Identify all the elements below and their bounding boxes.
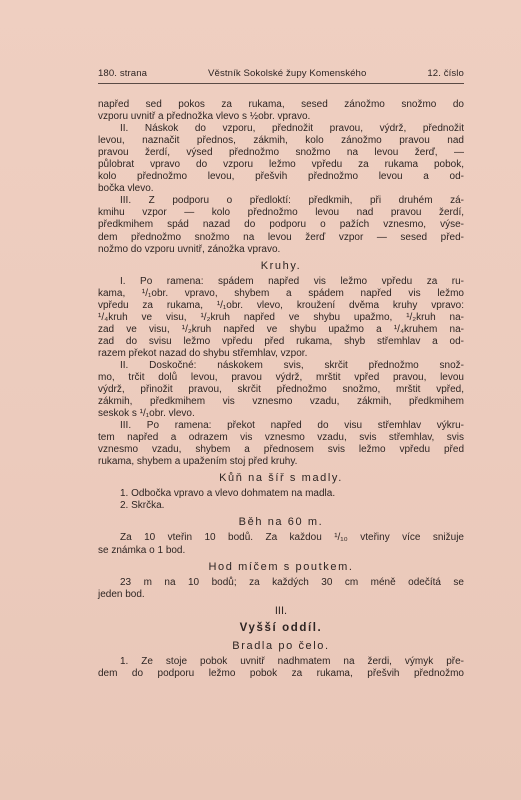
text-line: tem napřed a odrazem vis vznesmo vzadu, svis střemhlav, svis xyxy=(98,432,464,444)
text-line: seskok s ¹/₁obr. vlevo. xyxy=(98,408,195,420)
text-line: vpředu za rukama, ¹/₁obr. vlevo, kroužení dvěma kruhy vpravo: xyxy=(98,299,464,311)
page-number: 180. strana xyxy=(98,68,148,79)
section-heading-bradla: Bradla po čelo. xyxy=(232,639,330,652)
section-heading-beh: Běh na 60 m. xyxy=(238,516,324,529)
text-line: se známka o 1 bod. xyxy=(98,544,186,556)
text-line: razem překot nazad do shybu střemhlav, vzpor. xyxy=(98,347,308,359)
text-line: zad ve visu, ¹/₂kruh napřed ve shybu upažmo a ¹/₄kruhem na- xyxy=(98,323,464,335)
list-item: 1. Odbočka vpravo a vlevo dohmatem na madla. xyxy=(120,488,336,500)
page-body xyxy=(98,99,464,680)
text-line: kmihu vzpor — kolo přednožmo levou nad pravou žerdí, xyxy=(98,207,464,219)
text-line: nožmo do vzporu uvnitř, zánožka vpravo. xyxy=(98,243,281,255)
text-line: mo, trčit dolů levou, pravou výdrž, mrštit vpřed pravou, levou xyxy=(98,371,464,383)
section-heading-kruhy: Kruhy. xyxy=(260,259,302,272)
part-number: III. xyxy=(274,604,288,617)
section-heading-kun: Kůň na šíř s madly. xyxy=(219,472,343,485)
paragraph-continuation xyxy=(98,99,464,123)
paragraph-bradla-1 xyxy=(98,656,464,680)
text-line: vzporu uvnitř a přednožka vlevo s ½obr. vpravo. xyxy=(98,111,311,123)
text-line: levou, naznačit přednos, zákmih, kolo zánožmo pravou nad xyxy=(98,135,464,147)
text-line: bočka vlevo. xyxy=(98,183,154,195)
page-header xyxy=(98,68,464,79)
text-line: Za 10 vteřin 10 bodů. Za každou ¹/₁₀ vteřiny více snižuje xyxy=(120,532,464,544)
issue-number: 12. číslo xyxy=(427,68,464,79)
header-rule xyxy=(98,83,464,84)
paragraph-kruhy-ii xyxy=(98,360,464,420)
text-line: III. Po ramena: překot napřed do visu střemhlav výkru- xyxy=(120,420,464,432)
list-item: 2. Skrčka. xyxy=(120,500,165,512)
text-line: 1. Ze stoje pobok uvnitř nadhmatem na žerdi, výmyk pře- xyxy=(120,655,464,667)
text-line: jeden bod. xyxy=(98,588,145,600)
text-line: kama, ¹/₁obr. vpravo, shybem a spádem napřed vis ležmo xyxy=(98,287,464,299)
text-line: napřed sed pokos za rukama, sesed zánožmo snožmo do xyxy=(98,99,464,110)
text-line: výdrž, přinožit pravou, skrčit přednožmo snožmo, mrštit vpřed, xyxy=(98,384,464,396)
text-line: pravou žerdí, výsed přednožmo snožmo na levou žerď, — xyxy=(98,147,464,159)
section-heading-hod: Hod míčem s poutkem. xyxy=(208,560,354,573)
text-line: zad do svisu ležmo vpředu před rukama, shyb střemhlav a od- xyxy=(98,335,464,347)
text-line: dem přednožmo snožmo na levou žerď vzpor — sesed před- xyxy=(98,231,464,243)
text-line: II. Doskočné: náskokem svis, skrčit přednožmo snož- xyxy=(120,359,464,371)
part-heading: Vyšší oddíl. xyxy=(239,621,323,634)
journal-title: Věstník Sokolské župy Komenského xyxy=(208,68,367,79)
paragraph-kruhy-iii xyxy=(98,420,464,468)
text-line: III. Z podporu o předloktí: předkmih, při druhém zá- xyxy=(120,195,464,207)
paragraph-iii xyxy=(98,195,464,255)
text-line: půlobrat vpravo do vzporu ležmo vpředu za rukama pobok, xyxy=(98,159,464,171)
text-line: II. Náskok do vzporu, přednožit pravou, výdrž, přednožit xyxy=(120,123,464,135)
text-line: vznesmo vzadu, shybem a přednosem svis ležmo vpředu před xyxy=(98,444,464,456)
text-line: kolo přednožmo levou, přešvih přednožmo levou a od- xyxy=(98,171,464,183)
paragraph-kruhy-i xyxy=(98,276,464,360)
paragraph-ii xyxy=(98,123,464,195)
text-line: zákmih, předkmihem vis vznesmo vzadu, zákmih, předkmihem xyxy=(98,396,464,408)
text-line: rukama, shybem a upažením stoj před kruhy. xyxy=(98,456,298,468)
text-line: ¹/₄kruh ve visu, ¹/₂kruh napřed ve shybu upažmo, ¹/₂kruh na- xyxy=(98,311,464,323)
text-line: I. Po ramena: spádem napřed vis ležmo vpředu za ru- xyxy=(120,275,464,287)
text-line: dem do podporu ležmo pobok za rukama, přešvih přednožmo xyxy=(98,667,464,679)
text-line: předkmihem spád nazad do podporu o pažích vznesmo, výse- xyxy=(98,219,464,231)
text-line: 23 m na 10 bodů; za každých 30 cm méně odečítá se xyxy=(120,576,464,588)
